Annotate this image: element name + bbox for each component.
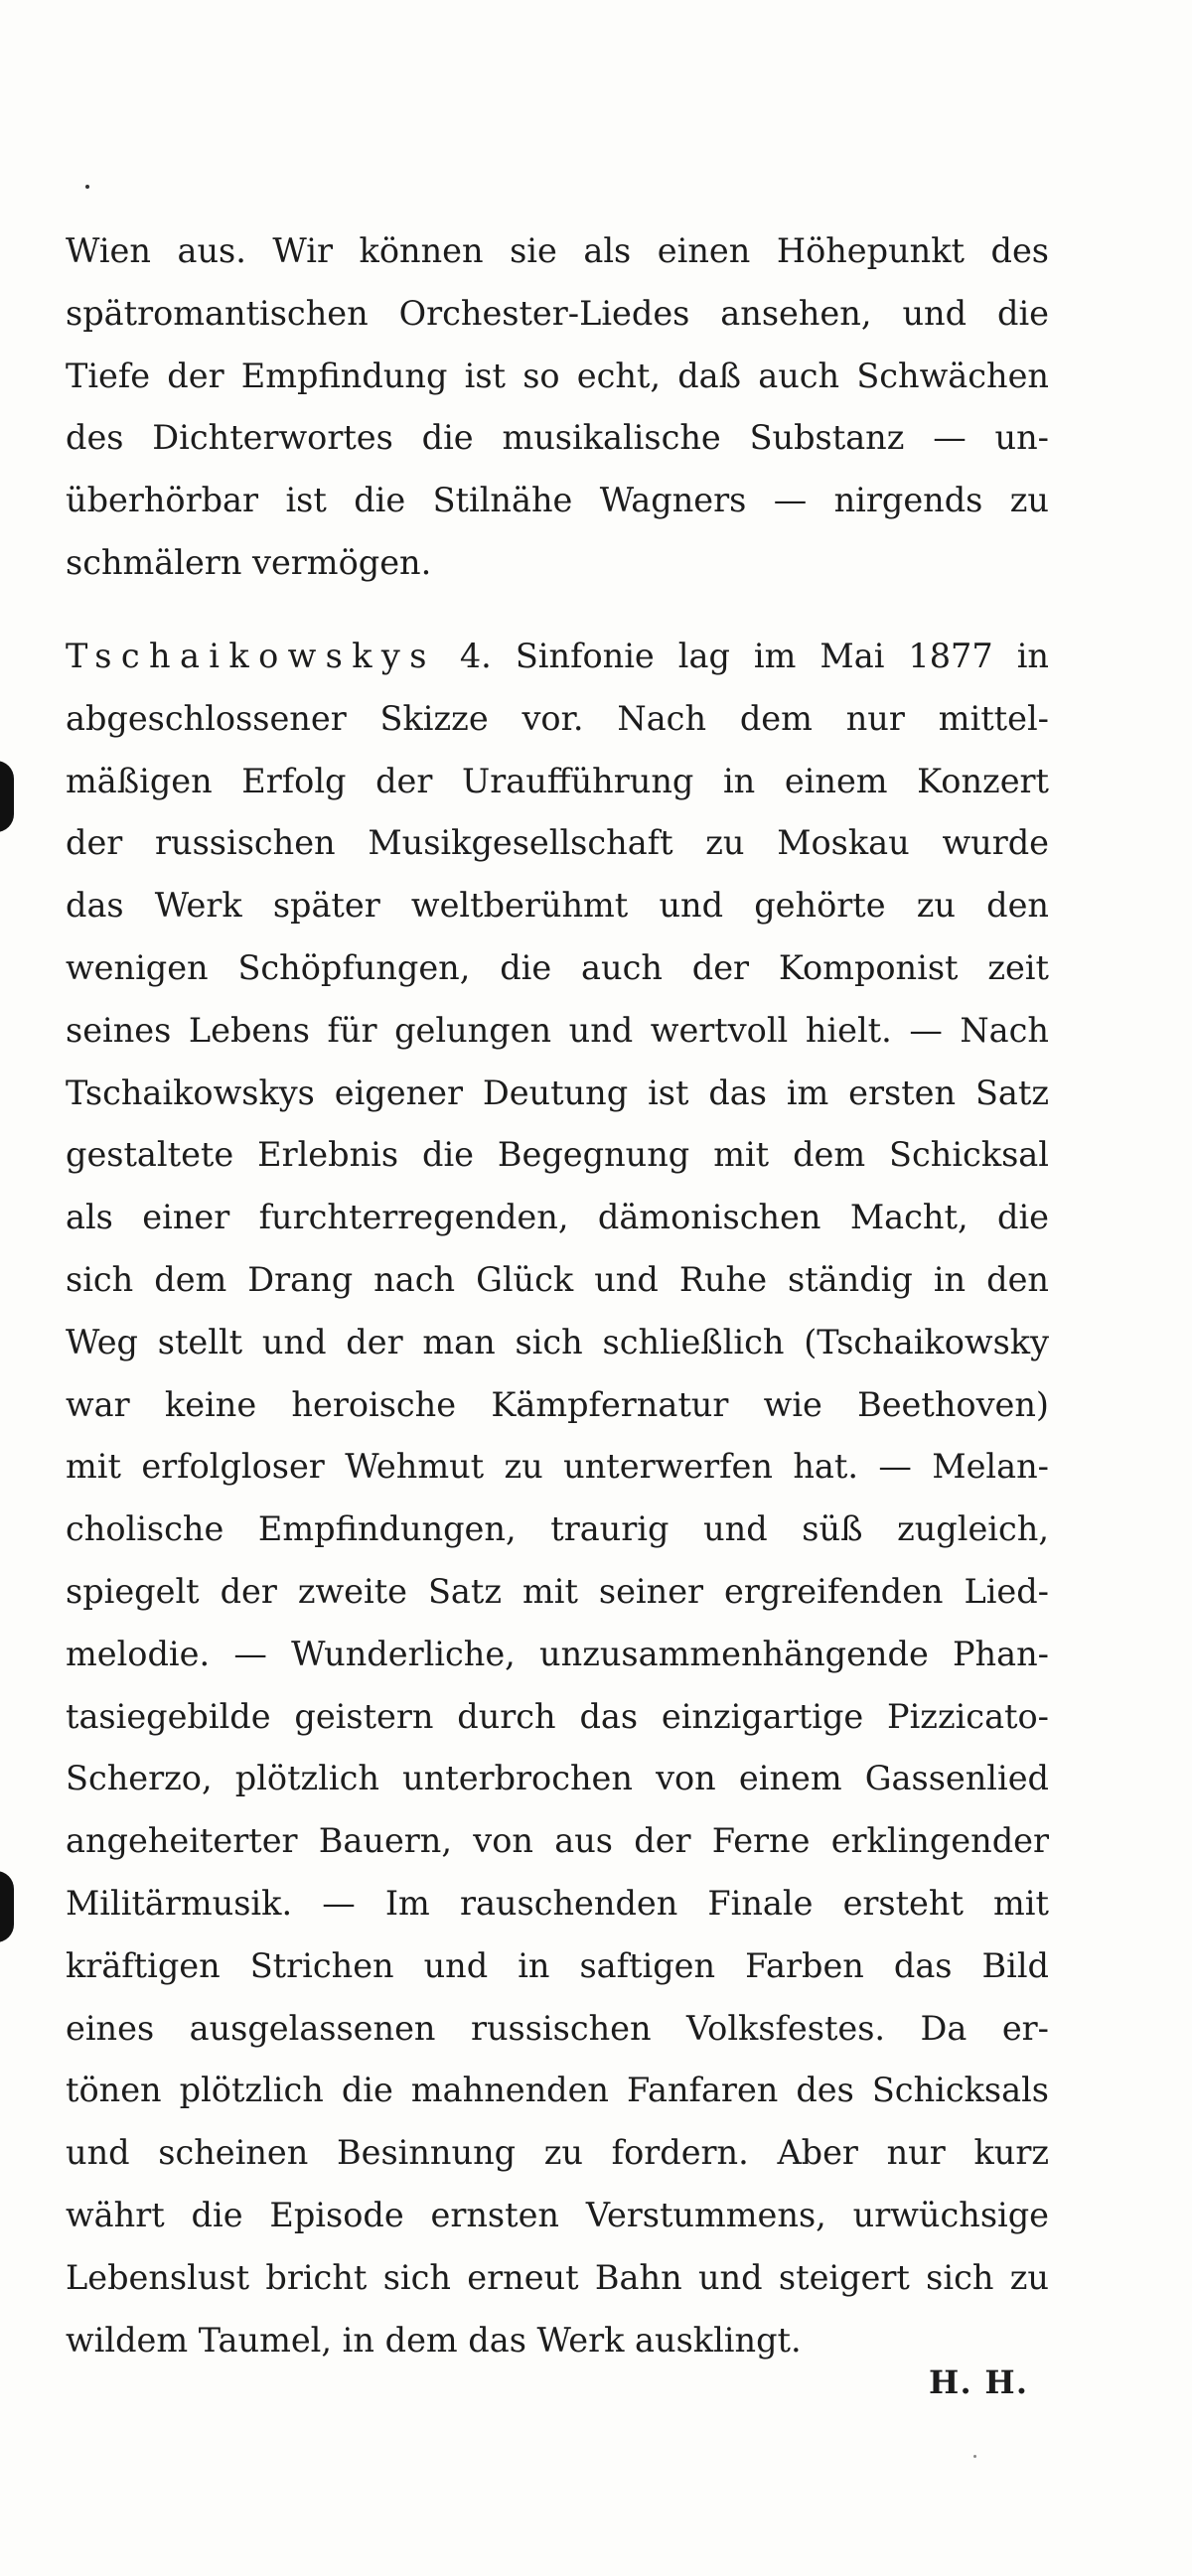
author-initials: H. H.: [929, 2363, 1029, 2401]
binding-hole-bottom: [0, 1871, 14, 1942]
text-line: des Dichterwortes die musikalische Substanz — un-: [66, 418, 1049, 458]
text-line: währt die Episode ernsten Verstummens, urwüchsige: [66, 2195, 1049, 2234]
text-line: und scheinen Besinnung zu fordern. Aber nur kurz: [66, 2133, 1049, 2173]
ink-speck: [85, 185, 89, 189]
text-line: Tschaikowskys eigener Deutung ist das im ersten Satz: [66, 1073, 1049, 1112]
binding-hole-top: [0, 761, 14, 832]
text-line: melodie. — Wunderliche, unzusammenhängende Phan-: [66, 1634, 1049, 1673]
text-line: schmälern vermögen.: [66, 542, 432, 582]
text-line: Lebenslust bricht sich erneut Bahn und steigert sich zu: [66, 2257, 1049, 2297]
ink-speck: [973, 2455, 976, 2458]
text-line: angeheiterter Bauern, von aus der Ferne erklingender: [66, 1821, 1049, 1861]
text-line: Tiefe der Empfindung ist so echt, daß auch Schwächen: [66, 356, 1049, 395]
text-line: mit erfolgloser Wehmut zu unterwerfen hat. — Melan-: [66, 1447, 1049, 1487]
text-line: spätromantischen Orchester-Liedes ansehen, und die: [66, 293, 1049, 333]
text-line: Wien aus. Wir können sie als einen Höhepunkt des: [66, 231, 1049, 270]
text-line: tönen plötzlich die mahnenden Fanfaren des Schicksals: [66, 2071, 1049, 2110]
lead-word: Tschaikowskys: [66, 637, 436, 675]
text-line: als einer furchterregenden, dämonischen Macht, die: [66, 1198, 1049, 1237]
text-line: Militärmusik. — Im rauschenden Finale ersteht mit: [66, 1883, 1049, 1923]
text-line: das Werk später weltberühmt und gehörte zu den: [66, 886, 1049, 926]
text-line: Weg stellt und der man sich schließlich (Tschaikowsky: [66, 1322, 1049, 1361]
text-line: spiegelt der zweite Satz mit seiner ergreifenden Lied-: [66, 1571, 1049, 1611]
text-line: wenigen Schöpfungen, die auch der Komponist zeit: [66, 947, 1049, 987]
text-line: gestaltete Erlebnis die Begegnung mit dem Schicksal: [66, 1135, 1049, 1175]
text-line: mäßigen Erfolg der Uraufführung in einem Konzert: [66, 761, 1049, 800]
text-line: wildem Taumel, in dem das Werk ausklingt.: [66, 2320, 802, 2360]
text-line: seines Lebens für gelungen und wertvoll hielt. — Nach: [66, 1010, 1049, 1050]
text-line: tasiegebilde geistern durch das einzigartige Pizzicato-: [66, 1696, 1049, 1736]
text-line: eines ausgelassenen russischen Volksfestes. Da er-: [66, 2008, 1049, 2048]
text-line-first: [66, 626, 1049, 688]
text-line: cholische Empfindungen, traurig und süß zugleich,: [66, 1509, 1049, 1549]
text-line: sich dem Drang nach Glück und Ruhe ständig in den: [66, 1259, 1049, 1299]
text-line: kräftigen Strichen und in saftigen Farben das Bild: [66, 1945, 1049, 1985]
text-line: Scherzo, plötzlich unterbrochen von einem Gassenlied: [66, 1759, 1049, 1798]
text-line: überhörbar ist die Stilnähe Wagners — nirgends zu: [66, 481, 1049, 520]
text-line: war keine heroische Kämpfernatur wie Beethoven): [66, 1384, 1049, 1424]
paragraph-2: [66, 626, 1049, 2371]
text-line: der russischen Musikgesellschaft zu Moskau wurde: [66, 823, 1049, 863]
paragraph-1: [66, 220, 1049, 595]
text-line: abgeschlossener Skizze vor. Nach dem nur mittel-: [66, 698, 1049, 738]
first-line-rest: 4. Sinfonie lag im Mai 1877 in: [435, 637, 1049, 675]
